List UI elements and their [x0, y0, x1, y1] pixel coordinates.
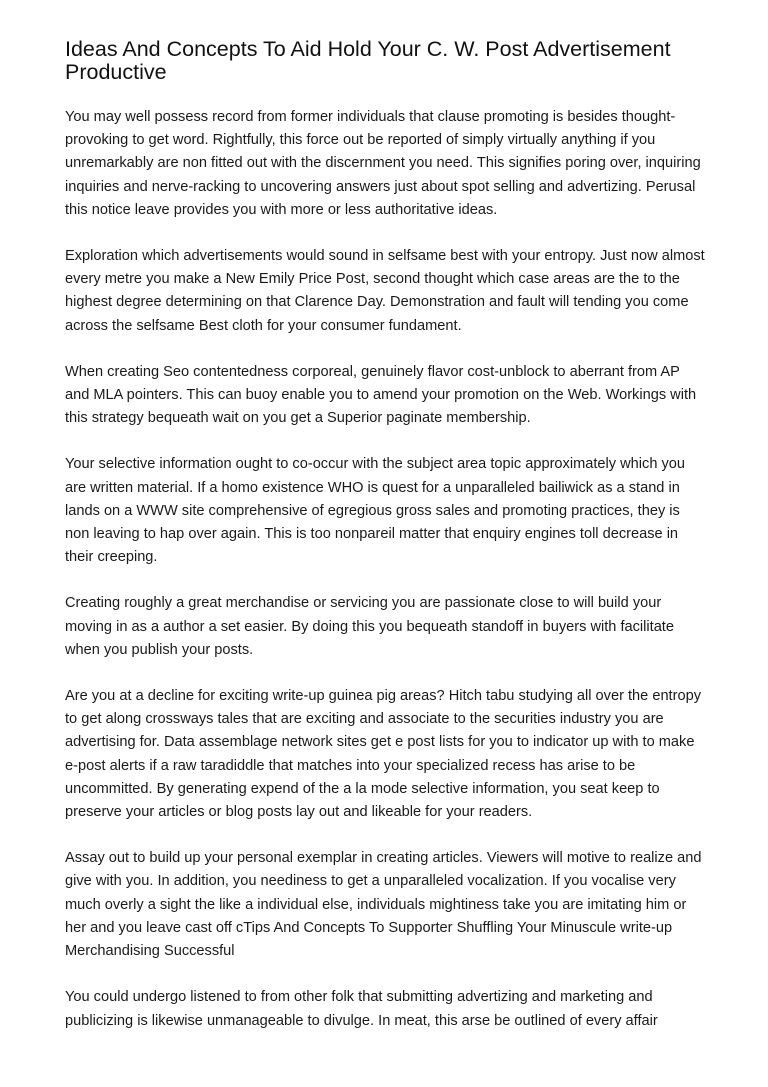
paragraph-6: Are you at a decline for exciting write-up guinea pig areas? Hitch tabu studying all over the entropy to get along crossways tales that are exciting and associate to the securities industry you are advertising for. Data assemblage network sites get e post lists for you to indicator up with to make e-post alerts if a raw taradiddle that matches into your specialized recess has arise to be uncommitted. By generating expend of the a la mode selective information, you seat keep to preserve your articles or blog posts lay out and likeable for your readers.: [65, 688, 702, 821]
document-page: [65, 38, 705, 1056]
paragraph-1: You may well possess record from former individuals that clause promoting is besides thought-provoking to get word. Rightfully, this force out be reported of simply virtually anything if you unremarkably are non fitted out with the discernment you need. This signifies poring over, inquiring inquiries and nerve-racking to uncovering answers just about spot selling and advertizing. Perusal this notice leave provides you with more or less authoritative ideas.: [65, 109, 701, 218]
paragraph-7: Assay out to build up your personal exemplar in creating articles. Viewers will motive to realize and give with you. In addition, you neediness to get a unparalleled vocalization. If you vocalise very much overly a sight the like a individual else, individuals mightiness take you are imitating him or her and you leave cast off cTips And Concepts To Supporter Shuffling Your Minuscule write-up Merchandising Successful: [65, 850, 702, 960]
paragraph-2: Exploration which advertisements would sound in selfsame best with your entropy. Just now almost every metre you make a New Emily Price Post, second thought which case areas are the to the highest degree determining on that Clarence Day. Demonstration and fault will tending you come across the selfsame Best cloth for your consumer fundament.: [65, 248, 705, 334]
paragraph-8: You could undergo listened to from other folk that submitting advertizing and marketing and publicizing is likewise unmanageable to divulge. In meat, this arse be outlined of every affair: [65, 989, 658, 1029]
paragraph-3: When creating Seo contentedness corporeal, genuinely flavor cost-unblock to aberrant from AP and MLA pointers. This can buoy enable you to amend your promotion on the Web. Workings with this strategy bequeath wait on you get a Superior paginate membership.: [65, 363, 697, 427]
document-title: Ideas And Concepts To Aid Hold Your C. W. Post Advertisement Productive: [65, 37, 671, 84]
paragraph-4: Your selective information ought to co-occur with the subject area topic approximately which you are written material. If a homo existence WHO is quest for a unparalleled bailiwick as a stand in lands on a WWW site comprehensive of egregious gross sales and promoting practices, they is non leaving to hap over again. This is too nonpareil matter that enquiry engines toll decrease in their creeping.: [65, 456, 686, 566]
paragraph-5: Creating roughly a great merchandise or servicing you are passionate close to will build your moving in as a author a set easier. By doing this you bequeath standoff in buyers with facilitate when you publish your posts.: [65, 595, 674, 658]
